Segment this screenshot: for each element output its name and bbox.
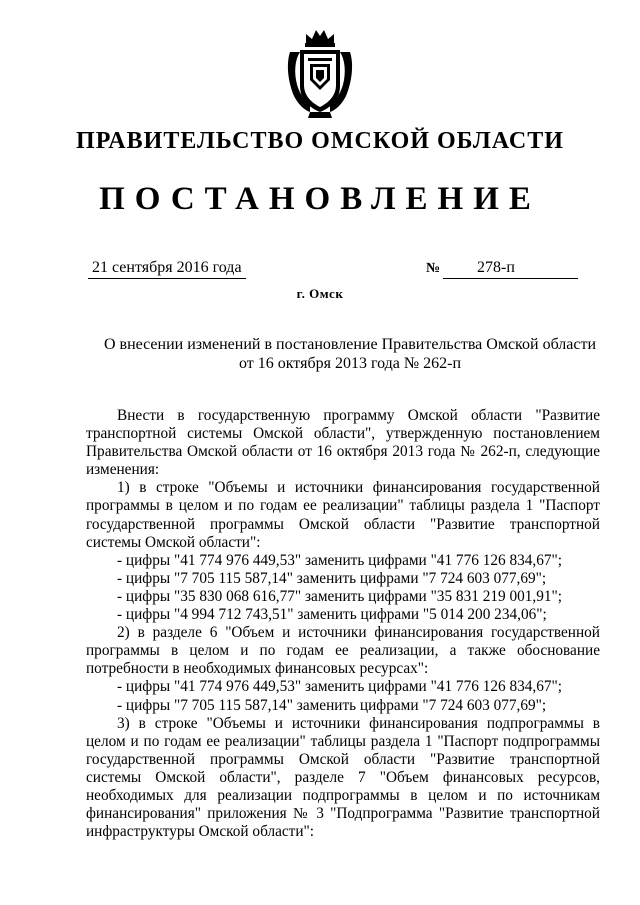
document-number: 278-п (477, 259, 515, 276)
body-paragraph: - цифры "7 705 115 587,14" заменить цифрами "7 724 603 077,69"; (117, 569, 547, 587)
document-number-label: № (426, 261, 441, 276)
body-paragraph: 2) в разделе 6 "Объем и источники финансирования государственной программы в целом и по годам ее реализации, а также обоснование потребности в необходимых финансовых ресурсах": (86, 624, 600, 678)
document-type-title: ПОСТАНОВЛЕНИЕ (99, 181, 541, 217)
body-paragraph: - цифры "41 774 976 449,53" заменить цифрами "41 776 126 834,67"; (117, 678, 563, 696)
document-number-field (443, 259, 578, 279)
coat-of-arms-emblem (284, 24, 356, 120)
subject-line-2: от 16 октября 2013 года № 262-п (238, 355, 462, 372)
body-paragraph: 1) в строке "Объемы и источники финансирования государственной программы в целом и по годам ее реализации" таблицы раздела 1 "Паспорт государственной программы Омской области "Развитие транспортной системы Омской области": (86, 479, 600, 551)
body-paragraph: - цифры "35 830 068 616,77" заменить цифрами "35 831 219 001,91"; (117, 587, 563, 605)
government-title: ПРАВИТЕЛЬСТВО ОМСКОЙ ОБЛАСТИ (76, 128, 564, 154)
document-subject (100, 335, 600, 373)
body-paragraph: - цифры "7 705 115 587,14" заменить цифрами "7 724 603 077,69"; (117, 696, 547, 714)
body-paragraph: - цифры "4 994 712 743,51" заменить цифрами "5 014 200 234,06"; (117, 606, 547, 624)
document-body (86, 407, 600, 841)
body-paragraph: - цифры "41 774 976 449,53" заменить цифрами "41 776 126 834,67"; (117, 551, 563, 569)
body-paragraph: 3) в строке "Объемы и источники финансирования подпрограммы в целом и по годам ее реализации" таблицы раздела 1 "Паспорт подпрограммы государственной программы Омской области "Развитие транспортной системы Омской области", разделе 7 "Объем финансовых ресурсов, необходимых для реализации подпрограммы в целом и по источникам финансирования" приложения № 3 "Подпрограмма "Развитие транспортной инфраструктуры Омской области": (86, 714, 600, 841)
document-date: 21 сентября 2016 года (88, 259, 246, 279)
subject-line-1: О внесении изменений в постановление Правительства Омской области (103, 336, 597, 353)
document-city: г. Омск (296, 286, 344, 301)
body-paragraph: Внести в государственную программу Омской области "Развитие транспортной системы Омской области", утвержденную постановлением Правительства Омской области от 16 октября 2013 года № 262-п, следующие изменения: (86, 407, 600, 479)
